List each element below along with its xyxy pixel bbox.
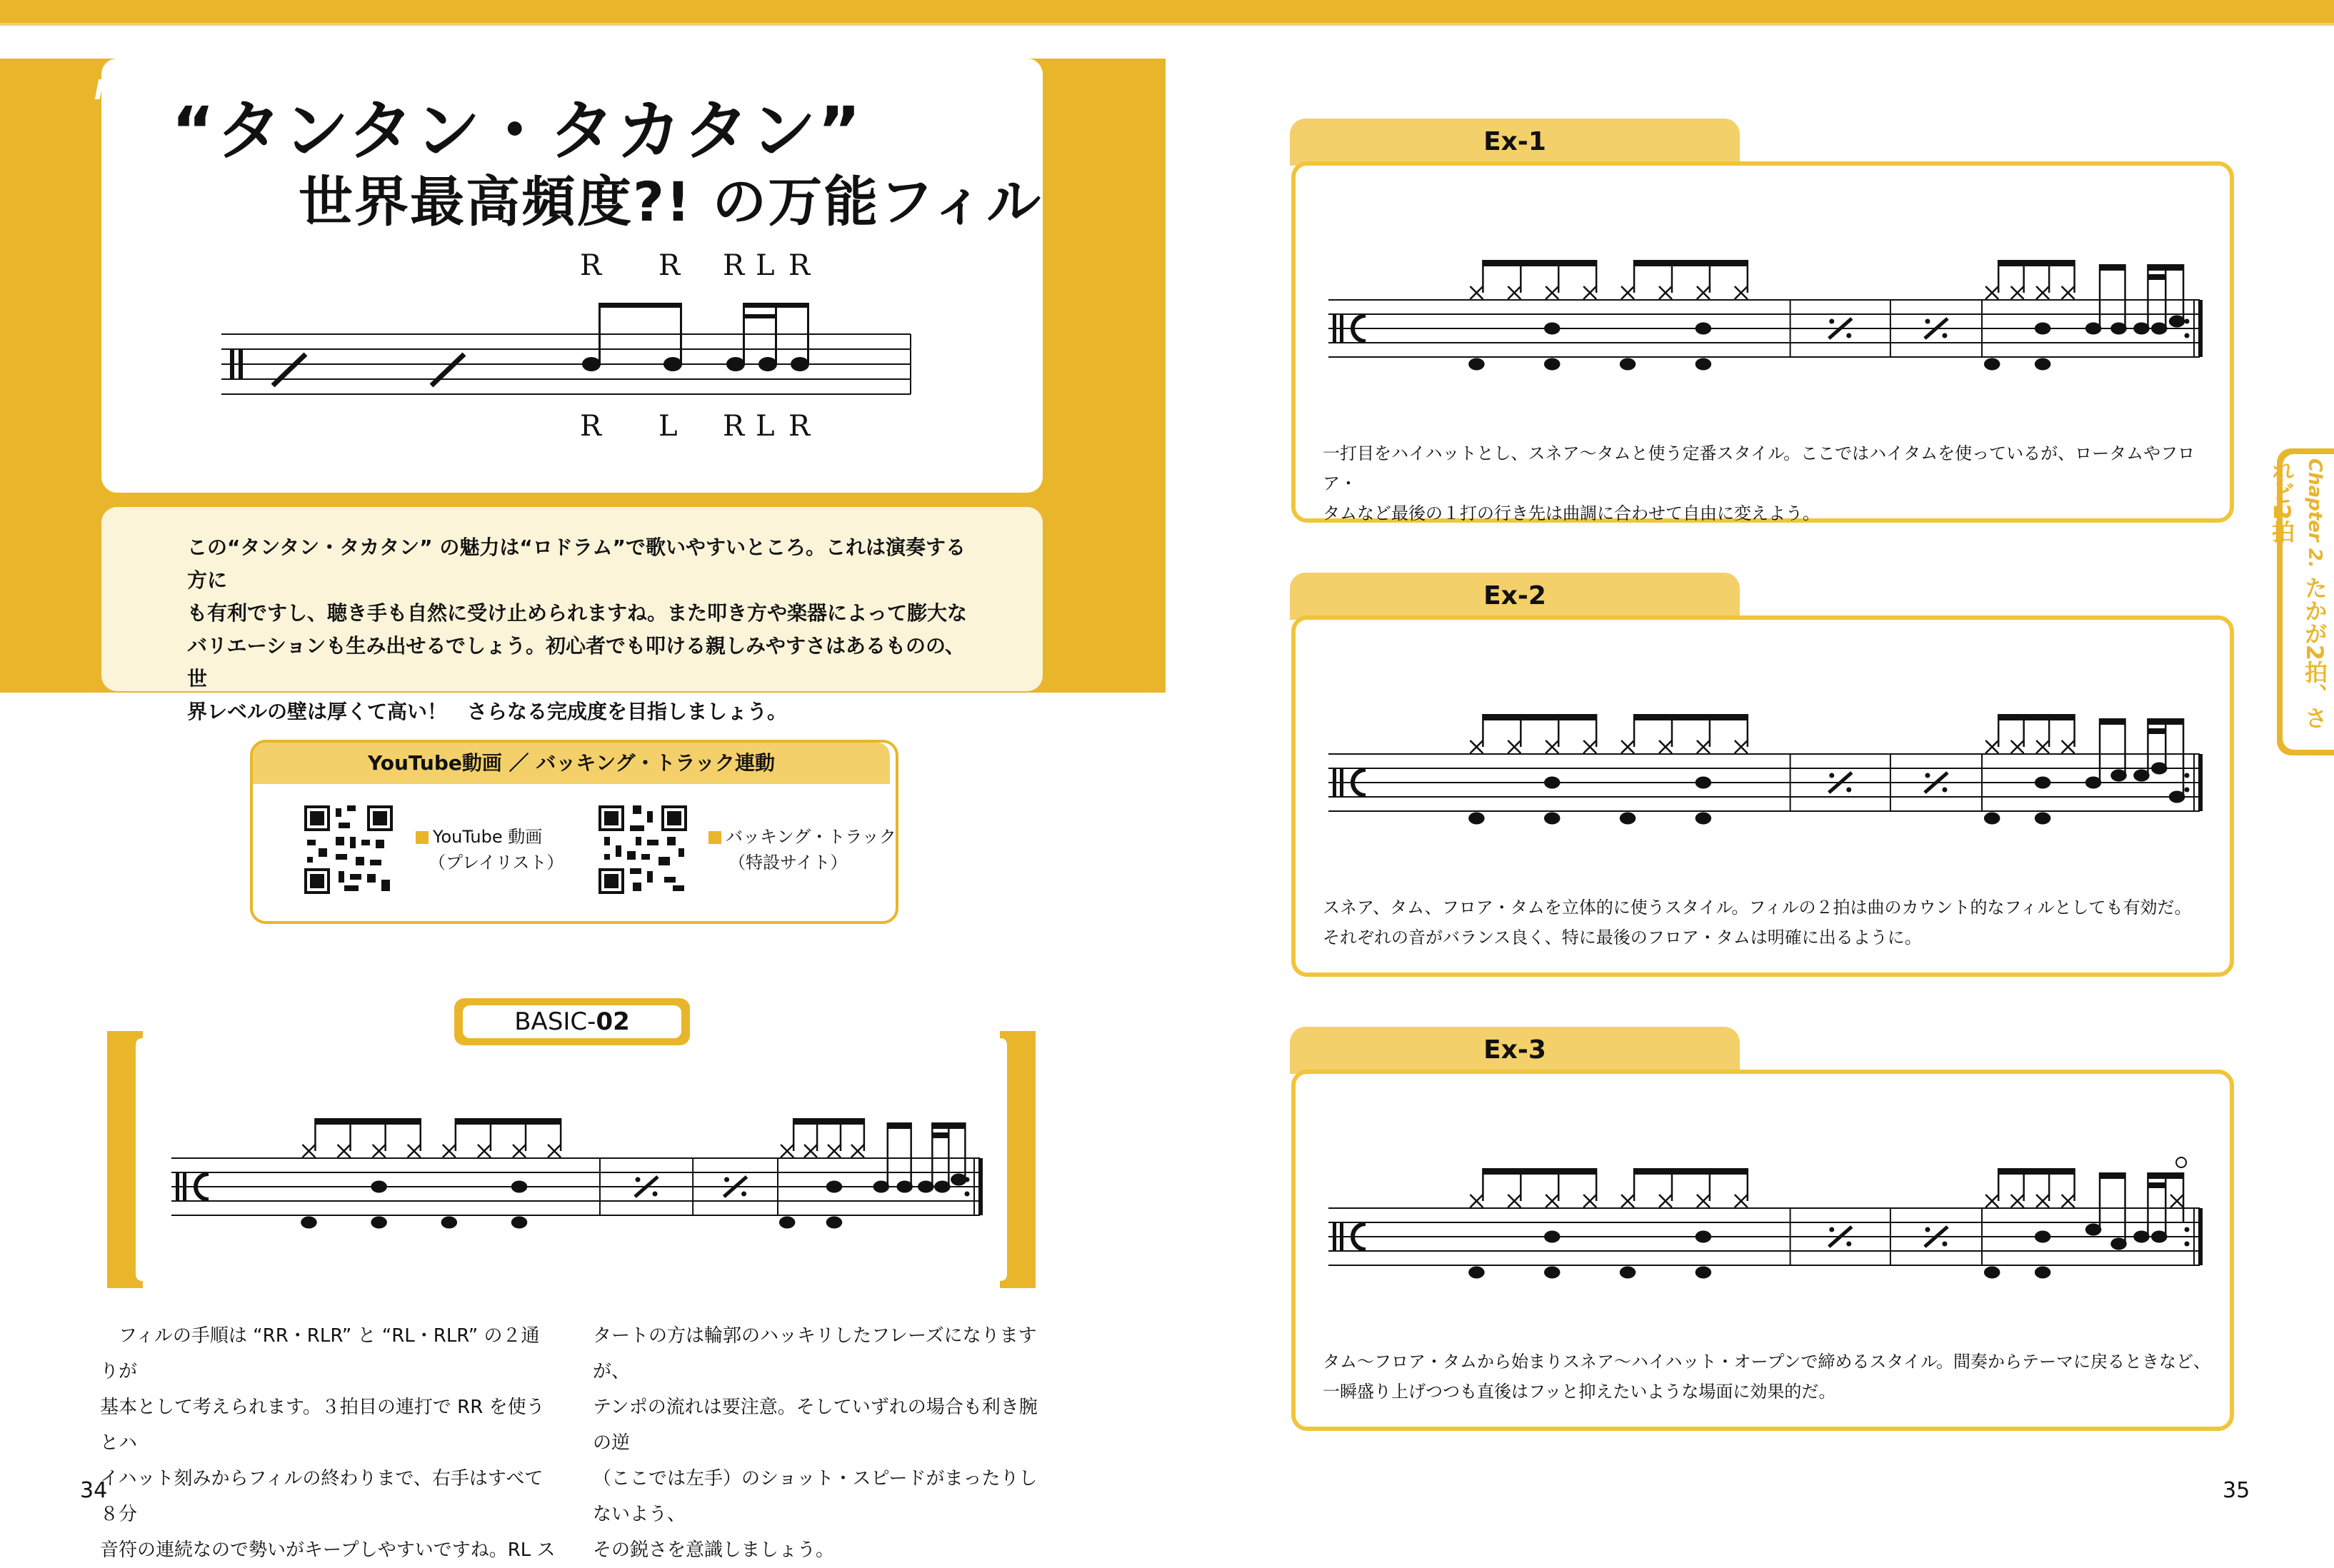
repeat-measure-dot (636, 1177, 641, 1182)
ex-1-label: Ex-1 (1290, 119, 1740, 166)
description-text: この“タンタン・タカタン” の魅力は“ロドラム”で歌いやすいところ。これは演奏する方に も有利ですし、聴き手も自然に受け止められますね。また叩き方や楽器によって膨大な バリエーションも生み出せるでしょう。初心者でも叩ける親しみやすさはあるものの、世 界レベルの壁は厚くて高い！ さらなる完成度を目指しましょう。 (187, 536, 968, 723)
beam (1998, 260, 2074, 266)
note-head (371, 1216, 387, 1228)
note-head (1696, 1266, 1712, 1278)
repeat-measure-dot (1925, 319, 1930, 324)
percussion-clef (1333, 314, 1336, 343)
repeat-dot (965, 1177, 970, 1182)
note-head (1696, 812, 1712, 824)
sticking-top: R (723, 249, 745, 282)
beam (456, 1118, 561, 1125)
beam (1483, 714, 1596, 720)
repeat-measure-dot (1846, 788, 1851, 793)
beam (2148, 728, 2165, 734)
note-head (663, 357, 682, 371)
note-head (826, 1180, 843, 1192)
note-head (758, 357, 777, 371)
note-head (2035, 812, 2051, 824)
note-head (511, 1180, 528, 1192)
repeat-measure-dot (1942, 788, 1947, 793)
repeat-dot (965, 1192, 970, 1197)
ex-2-caption: スネア、タム、フロア・タムを立体的に使うスタイル。フィルの２拍は曲のカウント的なフィルとしても有効だ。 それぞれの音がバランス良く、特に最後のフロア・タムは明確に出るように。 (1323, 898, 2192, 948)
final-bar-line (2198, 754, 2203, 811)
number-label: No.2 (94, 63, 174, 109)
sticking-bottom: R (723, 410, 745, 443)
ex-2-label: Ex-2 (1290, 573, 1740, 620)
percussion-clef (1333, 768, 1336, 797)
note-head (826, 1216, 843, 1228)
note-head (2035, 358, 2051, 370)
body-column-1: フィルの手順は “RR・RLR” と “RL・RLR” の２通りが 基本として考えられます。３拍目の連打で RR を使うとハ イハット刻みからフィルの終わりまで、右手はすべて８分 音符の連続なので勢いがキープしやすいですね。RL ス (100, 1325, 556, 1561)
repeat-dot (2185, 1227, 2190, 1232)
note-head (1984, 358, 2000, 370)
note-head (1544, 812, 1561, 824)
repeat-measure-dot (1925, 1227, 1930, 1232)
beam (932, 1122, 965, 1129)
open-hihat-mark (2176, 1157, 2186, 1167)
beam (1634, 1168, 1748, 1175)
beam (1998, 1168, 2074, 1175)
repeat-measure-dot (1829, 773, 1834, 778)
beam (793, 1118, 864, 1125)
percussion-clef (1340, 768, 1343, 797)
beam (2148, 1172, 2183, 1179)
note-head (1696, 358, 1712, 370)
repeat-measure-dot (1942, 333, 1947, 338)
qr-code-backing-track[interactable] (596, 803, 690, 897)
repeat-measure-dot (741, 1192, 746, 1197)
media-item-youtube[interactable]: YouTube 動画 （プレイリスト） (416, 824, 564, 875)
body-column-2: タートの方は輪郭のハッキリしたフレーズになりますが、 テンポの流れは要注意。そしていずれの場合も利き腕の逆 （ここでは左手）のショット・スピードがまったりしないよう、 その鋭さを意識しましょう。 (593, 1325, 1038, 1561)
beam (2148, 264, 2183, 271)
beam (2148, 718, 2183, 725)
note-head (1544, 776, 1561, 788)
sticking-top: L (756, 249, 775, 282)
qr-code-youtube[interactable] (301, 803, 396, 897)
chapter-side-label: Chapter 2. たかが2拍、されど2拍 (2268, 458, 2328, 730)
final-bar-line (2198, 1208, 2203, 1265)
beam (1634, 714, 1748, 720)
note-head (2035, 776, 2051, 788)
sticking-top: R (658, 249, 681, 282)
note-head (1620, 358, 1636, 370)
title-notation (214, 243, 928, 450)
repeat-measure-dot (1829, 1227, 1834, 1232)
repeat-measure-dot (1942, 1242, 1947, 1247)
beam (315, 1118, 420, 1125)
note-head (441, 1216, 458, 1228)
beam (932, 1132, 948, 1138)
sticking-bottom: R (580, 410, 602, 443)
sticking-top: R (788, 249, 811, 282)
note-head (726, 357, 745, 371)
beam (1483, 1168, 1596, 1175)
percussion-clef (1340, 314, 1343, 343)
repeat-measure-dot (653, 1192, 658, 1197)
percussion-clef (176, 1172, 179, 1201)
repeat-dot (2185, 788, 2190, 793)
note-head (1468, 1266, 1485, 1278)
beam (2100, 1172, 2125, 1179)
note-head (2035, 1230, 2051, 1242)
beam (2148, 274, 2165, 280)
beam (1634, 260, 1748, 266)
sticking-bottom: L (658, 410, 678, 443)
media-heading: YouTube動画 ／ バッキング・トラック連動 (253, 743, 890, 784)
note-head (1468, 812, 1485, 824)
beam (888, 1122, 911, 1129)
note-head (1620, 812, 1636, 824)
top-bar (0, 0, 2334, 23)
repeat-dot (2185, 1242, 2190, 1247)
note-head (1468, 358, 1485, 370)
page-number-right: 35 (2223, 1478, 2250, 1503)
ex-3-label: Ex-3 (1290, 1027, 1740, 1074)
ex-3-notation (1314, 1115, 2214, 1315)
note-head (1696, 1230, 1712, 1242)
beam (2100, 264, 2125, 271)
repeat-dot (2185, 333, 2190, 338)
ex-3-caption: タム～フロア・タムから始まりスネア～ハイハット・オープンで締めるスタイル。間奏からテーマに戻るときなど、 一瞬盛り上げつつも直後はフッと抑えたいような場面に効果的だ。 (1323, 1352, 2210, 1402)
note-head (1544, 1266, 1561, 1278)
note-head (1696, 322, 1712, 334)
beam (1483, 260, 1596, 266)
beam (2148, 1182, 2165, 1188)
note-head (1696, 776, 1712, 788)
note-head (371, 1180, 387, 1192)
repeat-measure-dot (1846, 333, 1851, 338)
bullet-square (416, 831, 429, 844)
repeat-measure-dot (1829, 319, 1834, 324)
page-title: “タンタン・タカタン” (171, 93, 863, 169)
note-head (2035, 322, 2051, 334)
basic-label: BASIC-02 (463, 1005, 681, 1038)
top-line (0, 23, 2334, 26)
note-head (1984, 812, 2000, 824)
beam (2100, 718, 2125, 725)
note-head (582, 357, 601, 371)
repeat-dot (2185, 773, 2190, 778)
page-subtitle: 世界最高頻度?! の万能フィル (299, 170, 1043, 233)
note-head (1544, 358, 1561, 370)
note-head (1544, 322, 1561, 334)
repeat-measure-dot (724, 1177, 729, 1182)
page-number-left: 34 (80, 1478, 108, 1503)
percussion-clef (1340, 1222, 1343, 1251)
ex-1-notation (1314, 207, 2214, 407)
note-head (1984, 1266, 2000, 1278)
note-head (1620, 1266, 1636, 1278)
ex-1-caption: 一打目をハイハットとし、スネア～タムと使う定番スタイル。ここではハイタムを使っているが、ロータムやフロア・ タムなど最後の１打の行き先は曲調に合わせて自由に変えよう。 (1323, 443, 2195, 523)
sticking-bottom: R (788, 410, 811, 443)
percussion-clef (183, 1172, 186, 1201)
final-bar-line (978, 1158, 983, 1215)
bullet-square (708, 831, 721, 844)
slash-mark (431, 354, 464, 386)
sticking-top: R (580, 249, 602, 282)
note-head (511, 1216, 528, 1228)
repeat-measure-dot (1925, 773, 1930, 778)
sticking-bottom: L (756, 410, 775, 443)
beam (1998, 714, 2074, 720)
ex-2-notation (1314, 661, 2214, 861)
note-head (791, 357, 809, 371)
note-head (779, 1216, 796, 1228)
note-head (2035, 1266, 2051, 1278)
repeat-measure-dot (1846, 1242, 1851, 1247)
percussion-clef (1333, 1222, 1336, 1251)
note-head (1544, 1230, 1561, 1242)
note-head (301, 1216, 317, 1228)
media-item-backing-track[interactable]: バッキング・トラック （特設サイト） (708, 824, 896, 875)
slash-mark (273, 354, 306, 386)
repeat-dot (2185, 319, 2190, 324)
basic-notation (100, 1031, 1043, 1295)
final-bar-line (2198, 300, 2203, 357)
